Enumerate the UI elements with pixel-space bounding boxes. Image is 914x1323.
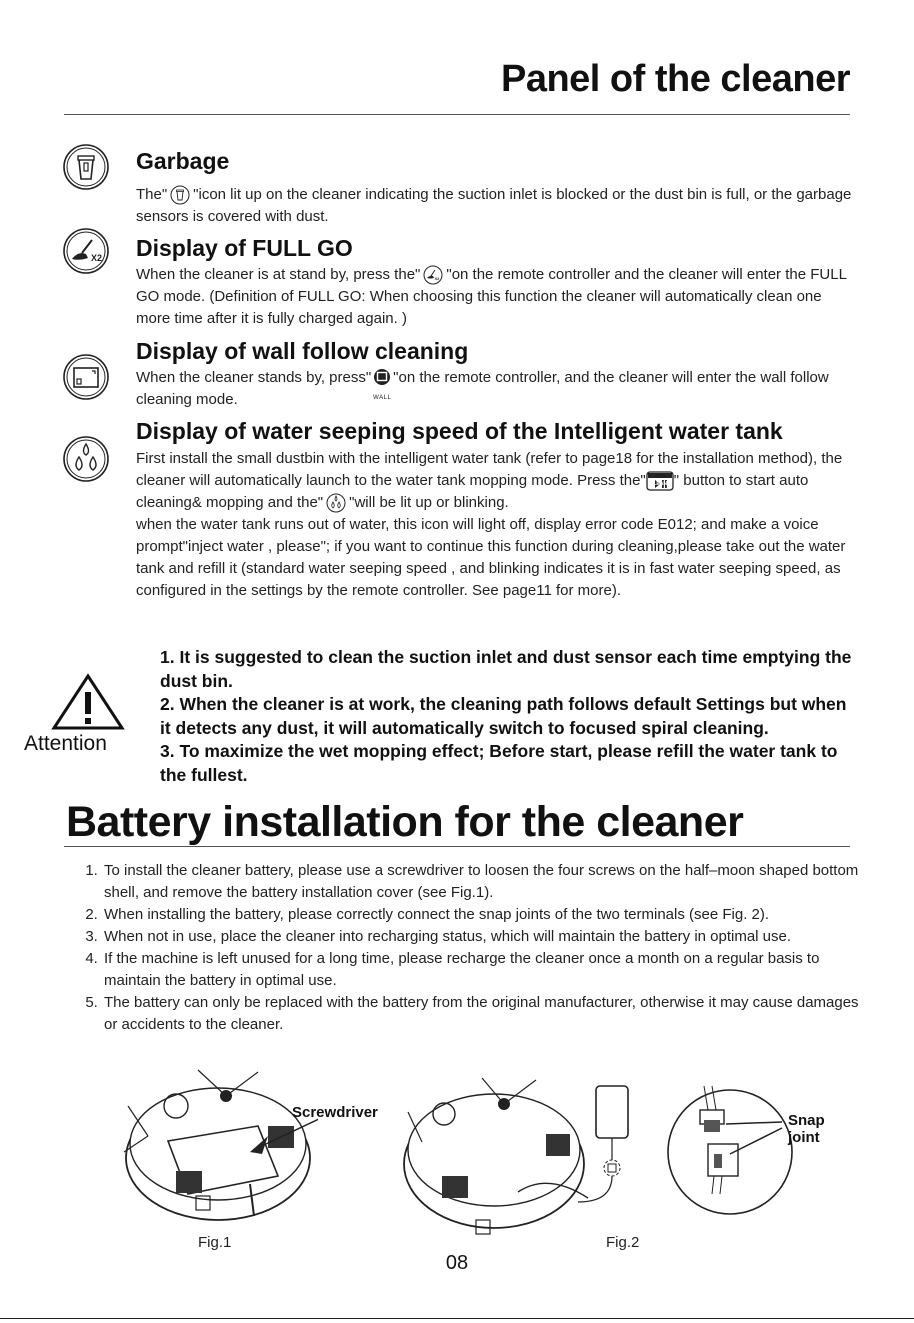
battery-title-divider [64, 846, 850, 847]
battery-step: 5. The battery can only be replaced with the battery from the original manufacturer, otherwise it may cause damages or accidents to the cleaner. [102, 992, 874, 1036]
section-text-garbage: The" "icon lit up on the cleaner indicating the suction inlet is blocked or the dust bin is full, or the garbage sensors is covered with dust. [136, 186, 852, 225]
battery-section-title: Battery installation for the cleaner [66, 798, 744, 846]
section-title-water-tank: Display of water seeping speed of the Intelligent water tank [136, 418, 783, 444]
section-title-wall-follow: Display of wall follow cleaning [136, 338, 469, 364]
svg-text:X2: X2 [434, 276, 440, 282]
section-text-full-go: When the cleaner is at stand by, press the" X2 "on the remote controller and the cleaner will enter the FULL GO mode. (Definition of FULL GO: When choosing this function the cleaner will automatically clean one more time after it is fully charged again. ) [136, 266, 847, 327]
attention-label: Attention [24, 732, 107, 755]
fig2-battery-install-illustration [398, 1072, 638, 1242]
section-title-full-go: Display of FULL GO [136, 235, 353, 261]
snap-joint-callout: Snap joint [788, 1112, 825, 1146]
fig1-label: Fig.1 [198, 1234, 232, 1251]
battery-step: 4. If the machine is left unused for a long time, please recharge the cleaner once a month on a regular basis to maintain the battery in optimal use. [102, 948, 874, 992]
snap-joint-detail-illustration [664, 1082, 814, 1222]
garbage-bin-icon [170, 185, 190, 205]
section-text-wall-follow: When the cleaner stands by, press" WALL "on the remote controller, and the cleaner will enter the wall follow cleaning mode. [136, 369, 829, 409]
full-go-x2-icon [423, 265, 443, 285]
page-title: Panel of the cleaner [500, 58, 850, 100]
garbage-bin-icon [62, 143, 110, 191]
water-drops-icon [326, 493, 346, 513]
screwdriver-callout: Screwdriver [292, 1104, 378, 1121]
attention-notes [160, 646, 852, 787]
title-divider [64, 114, 850, 115]
fig2-label: Fig.2 [606, 1234, 640, 1251]
wall-label: WALL [373, 395, 392, 402]
battery-step: 1. To install the cleaner battery, please use a screwdriver to loosen the four screws on the half–moon shaped bottom shell, and remove the battery installation cover (see Fig.1). [102, 860, 874, 904]
warning-triangle-icon [48, 672, 128, 732]
svg-text:X2: X2 [91, 253, 103, 263]
attention-line-3: 3. To maximize the wet mopping effect; Before start, please refill the water tank to the fullest. [160, 741, 838, 785]
section-text-water-tank: First install the small dustbin with the intelligent water tank (refer to page18 for the installation method), the cleaner will automatically launch to the water tank mopping mode. Press the" CLEAN " button to start auto cleaning& mopping and the" "will be lit up or blinking. when the water tank runs out of water, this icon will light off, display error code E012; and make a voice prompt"inject water , please"; if you want to continue this function during cleaning,please take out the water tank and refill it (standard water seeping speed , and blinking indicates it is in fast water seeping speed, as configured in the settings by the remote controller. See page11 for more). [136, 450, 846, 599]
page-number: 08 [445, 1252, 469, 1274]
full-go-x2-icon [62, 227, 110, 275]
water-drops-icon [62, 435, 110, 483]
clean-play-pause-button-icon [646, 471, 674, 491]
attention-line-2: 2. When the cleaner is at work, the cleaning path follows default Settings but when it detects any dust, it will automatically switch to focused spiral cleaning. [160, 694, 847, 738]
battery-step: 2. When installing the battery, please correctly connect the snap joints of the two terminals (see Fig. 2). [102, 904, 874, 926]
attention-line-1: 1. It is suggested to clean the suction inlet and dust sensor each time emptying the dust bin. [160, 647, 852, 691]
wall-button-icon [371, 367, 393, 402]
page-bottom-border [0, 1318, 914, 1319]
clean-label: CLEAN [649, 481, 667, 488]
wall-follow-icon [62, 353, 110, 401]
battery-steps-list [82, 860, 874, 1036]
fig1-robot-bottom-illustration [118, 1066, 318, 1226]
section-title-garbage: Garbage [136, 148, 230, 174]
battery-step: 3. When not in use, place the cleaner into recharging status, which will maintain the battery in optimal use. [102, 926, 874, 948]
